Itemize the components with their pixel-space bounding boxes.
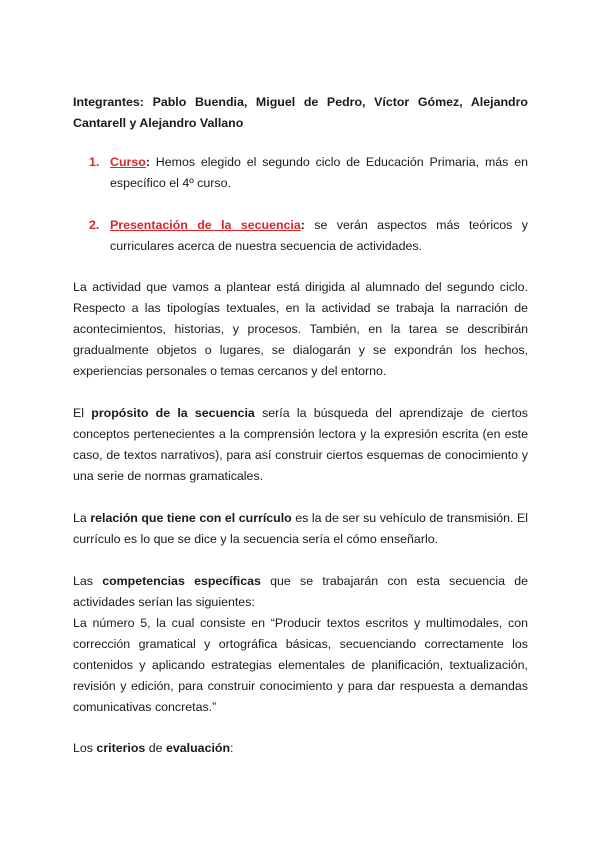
list-item-colon: : — [145, 155, 150, 169]
list-item-number: 1. — [89, 155, 100, 169]
list-item-number: 2. — [89, 218, 100, 232]
text-span: Los — [73, 741, 97, 755]
text-span: Las — [73, 574, 103, 588]
paragraph-criterios — [73, 738, 528, 759]
paragraph-relacion — [73, 508, 528, 550]
text-span: de — [145, 741, 166, 755]
list-item-body — [110, 152, 528, 194]
paragraph-competencias — [73, 571, 528, 613]
bold-term: evaluación — [166, 741, 231, 755]
team-members-label: Integrantes: — [73, 95, 144, 109]
paragraph-proposito — [73, 403, 528, 487]
list-item-title: Presentación de la secuencia — [110, 218, 301, 232]
bold-term: competencias específicas — [102, 574, 261, 588]
bold-term: relación que tiene con el currículo — [90, 511, 292, 525]
text-span: que se trabajarán con esta secuencia de actividades serían las siguientes: — [73, 574, 528, 609]
text-span: : — [230, 741, 234, 755]
list-item-presentacion — [89, 215, 528, 257]
list-item-text: Hemos elegido el segundo ciclo de Educación Primaria, más en específico el 4º curso. — [110, 155, 528, 190]
text-span: sería la búsqueda del aprendizaje de ciertos conceptos pertenecientes a la comprensión lectora y la expresión escrita (en este caso, de textos narrativos), para así construir ciertos esquemas de conocimiento y una serie de normas gramaticales. — [73, 406, 528, 483]
paragraph-actividad: La actividad que vamos a plantear está dirigida al alumnado del segundo ciclo. Respecto a las tipologías textuales, en la actividad se trabaja la narración de acontecimientos, historias, y procesos. También, en la tarea se describirán gradualmente objetos o lugares, se dialogarán y se expondrán los hechos, experiencias personales o temas cercanos y del entorno. — [73, 280, 528, 378]
team-members-names: Pablo Buendia, Miguel de Pedro, Víctor Gómez, Alejandro Cantarell y Alejandro Vallano — [73, 95, 528, 130]
list-item-title: Curso — [110, 155, 146, 169]
list-item-colon: : — [300, 218, 305, 232]
list-item-curso — [89, 152, 528, 194]
bold-term: criterios — [96, 741, 146, 755]
bold-term: propósito de la secuencia — [91, 406, 255, 420]
team-members — [73, 92, 528, 134]
text-span: La — [73, 511, 91, 525]
text-span: es la de ser su vehículo de transmisión. El currículo es lo que se dice y la secuencia sería el cómo enseñarlo. — [73, 511, 528, 546]
list-item-body — [110, 215, 528, 257]
paragraph-competencia-5: La número 5, la cual consiste en “Producir textos escritos y multimodales, con corrección gramatical y ortográfica básicas, secuenciando correctamente los contenidos y aplicando estrategias elementales de planificación, textualización, revisión y edición, para construir conocimiento y para dar respuesta a demandas comunicativas concretas.” — [73, 616, 528, 714]
list-item-text: se verán aspectos más teóricos y curriculares acerca de nuestra secuencia de actividades. — [110, 218, 528, 253]
text-span: El — [73, 406, 92, 420]
